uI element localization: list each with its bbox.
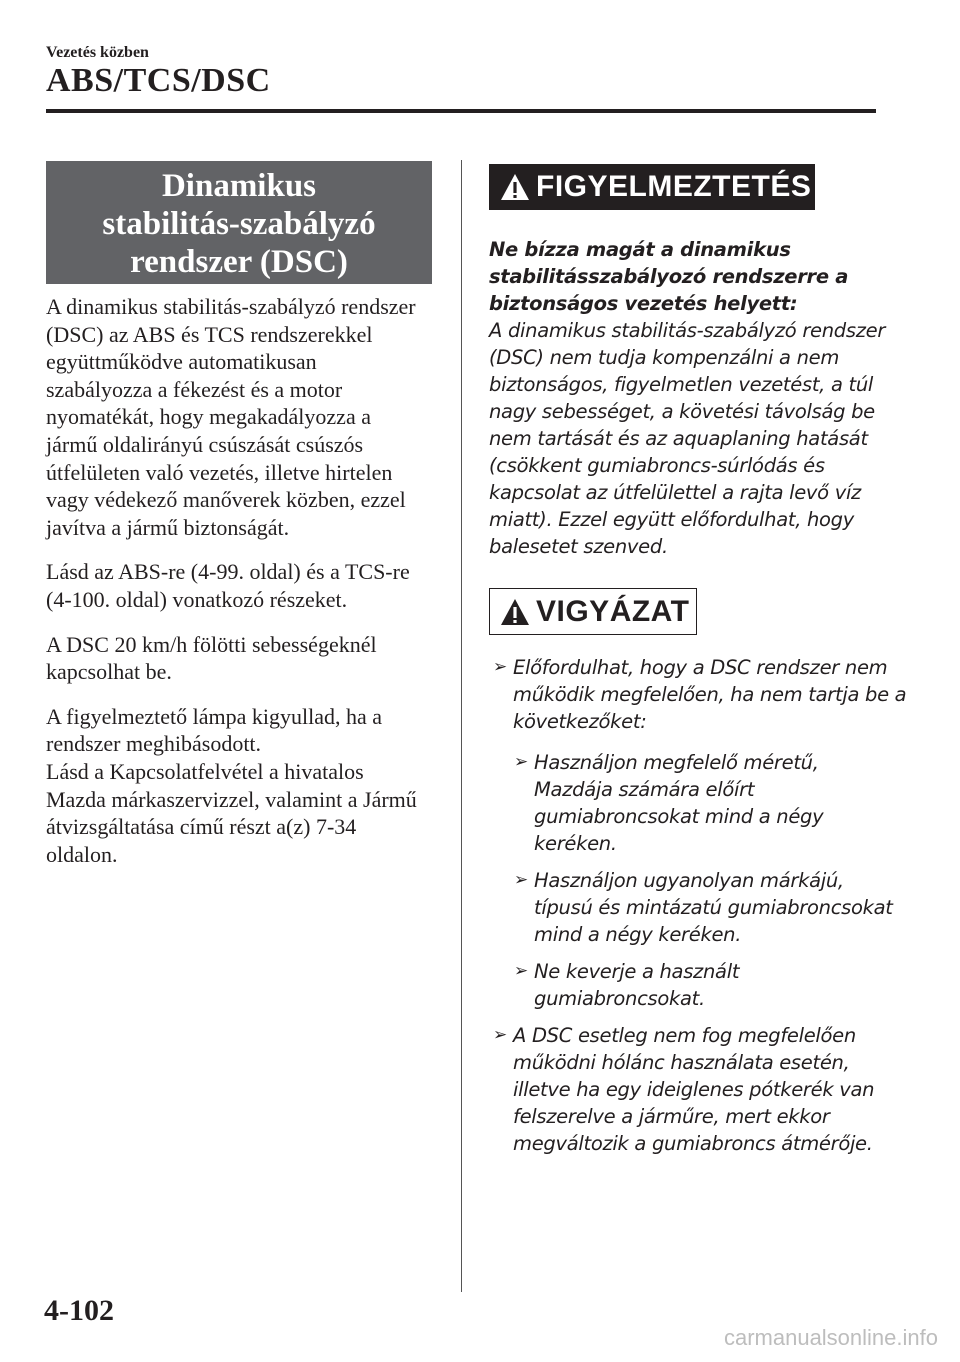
- bullet-line: keréken.: [534, 832, 617, 855]
- bullet-line: működik megfelelően, ha nem tartja be a: [513, 683, 907, 706]
- warning-triangle-icon: [500, 598, 530, 626]
- arrow-bullet-icon: ➢: [514, 870, 528, 890]
- paragraph-warning-lamp: [46, 703, 436, 869]
- bullet-line: A DSC esetleg nem fog megfelelően: [513, 1024, 856, 1047]
- text-line: jármű oldalirányú csúszását csúszós: [46, 431, 364, 457]
- text-line: (4-100. oldal) vonatkozó részeket.: [46, 586, 348, 612]
- bullet-line: következőket:: [513, 710, 647, 733]
- bullet-line: működni hólánc használata esetén,: [513, 1051, 850, 1074]
- bullet-line: gumiabroncsokat.: [534, 987, 705, 1010]
- warning-body-line: kapcsolat az útfelülettel a rajta levő víz: [489, 481, 861, 504]
- bullet-line: illetve ha egy ideiglenes pótkerék van: [513, 1078, 875, 1101]
- bullet-line: Ne keverje a használt: [534, 960, 740, 983]
- caution-label-box: [489, 588, 697, 635]
- warning-body-line: miatt). Ezzel együtt előfordulhat, hogy: [489, 508, 854, 531]
- warning-triangle-icon: [500, 173, 530, 201]
- paragraph-references: [46, 558, 436, 613]
- caution-sub-bullet: [514, 749, 893, 857]
- text-line: javítva a jármű biztonságát.: [46, 514, 290, 540]
- warning-bold-line: Ne bízza magát a dinamikus: [489, 238, 791, 261]
- heading-line: stabilitás-szabályzó: [102, 206, 376, 242]
- text-line: Mazda márkaszervizzel, valamint a Jármű: [46, 786, 417, 812]
- dsc-description: [46, 293, 436, 885]
- bullet-line: Előfordulhat, hogy a DSC rendszer nem: [513, 656, 888, 679]
- warning-body-line: nagy sebességet, a követési távolság be: [489, 400, 875, 423]
- text-line: vagy védekező manőverek közben, ezzel: [46, 487, 406, 513]
- warning-bold-line: biztonságos vezetés helyett:: [489, 292, 798, 315]
- text-line: A figyelmeztető lámpa kigyullad, ha a: [46, 703, 383, 729]
- text-line: nyomatékát, hogy megakadályozza a: [46, 404, 371, 430]
- bullet-line: gumiabroncsokat mind a négy: [534, 805, 824, 828]
- text-line: oldalon.: [46, 841, 118, 867]
- page-title: ABS/TCS/DSC: [46, 62, 271, 99]
- text-line: A DSC 20 km/h fölötti sebességeknél: [46, 631, 377, 657]
- text-line: kapcsolhat be.: [46, 659, 172, 685]
- text-line: rendszer meghibásodott.: [46, 731, 262, 757]
- warning-bold-line: stabilitásszabályozó rendszerre a: [489, 265, 849, 288]
- arrow-bullet-icon: ➢: [514, 752, 528, 772]
- warning-body-line: nem tartását és az aquaplaning hatását: [489, 427, 868, 450]
- bullet-line: Használjon ugyanolyan márkájú,: [534, 869, 844, 892]
- text-line: Lásd az ABS-re (4-99. oldal) és a TCS-re: [46, 559, 410, 585]
- header-divider: [46, 109, 876, 113]
- section-label: Vezetés közben: [46, 44, 149, 61]
- warning-label: FIGYELMEZTETÉS: [536, 170, 812, 203]
- warning-body-line: biztonságos, figyelmetlen vezetést, a túl: [489, 373, 874, 396]
- warning-body-line: A dinamikus stabilitás-szabályzó rendszer: [489, 319, 886, 342]
- watermark: carmanualsonline.info: [723, 1325, 938, 1350]
- arrow-bullet-icon: ➢: [514, 961, 528, 981]
- bullet-line: típusú és mintázatú gumiabroncsokat: [534, 896, 893, 919]
- heading-line: rendszer (DSC): [130, 244, 348, 280]
- text-line: Lásd a Kapcsolatfelvétel a hivatalos: [46, 758, 364, 784]
- caution-sub-bullet: [514, 867, 893, 948]
- warning-body-line: (DSC) nem tudja kompenzálni a nem: [489, 346, 840, 369]
- warning-label-box: [489, 164, 815, 210]
- bullet-line: felszerelve a járműre, mert ekkor: [513, 1105, 830, 1128]
- warning-text: [489, 236, 889, 560]
- warning-body-line: (csökkent gumiabroncs-súrlódás és: [489, 454, 825, 477]
- dsc-section-heading: [46, 161, 432, 284]
- caution-sub-bullet: [514, 958, 893, 1012]
- page-number: 4-102: [44, 1294, 114, 1327]
- text-line: A dinamikus stabilitás-szabályzó rendszer: [46, 294, 416, 319]
- heading-line: Dinamikus: [161, 168, 317, 204]
- paragraph-intro: [46, 293, 436, 541]
- text-line: útfelületen való vezetés, illetve hirtelen: [46, 459, 393, 485]
- caution-bullet: [493, 1022, 893, 1157]
- text-line: szabályozza a fékezést és a motor: [46, 376, 343, 402]
- caution-label: VIGYÁZAT: [536, 594, 690, 628]
- arrow-bullet-icon: ➢: [493, 657, 507, 677]
- text-line: (DSC) az ABS és TCS rendszerekkel: [46, 321, 373, 347]
- text-line: átvizsgáltatása című részt a(z) 7-34: [46, 814, 357, 840]
- caution-list: [493, 654, 907, 1167]
- bullet-line: Használjon megfelelő méretű,: [534, 751, 819, 774]
- bullet-line: mind a négy keréken.: [534, 923, 742, 946]
- caution-bullet: [493, 654, 907, 735]
- bullet-line: Mazdája számára előírt: [534, 778, 755, 801]
- paragraph-speed: [46, 631, 436, 686]
- warning-body-line: balesetet szenved.: [489, 535, 668, 558]
- bullet-line: megváltozik a gumiabroncs átmérője.: [513, 1132, 873, 1155]
- arrow-bullet-icon: ➢: [493, 1025, 507, 1045]
- column-divider: [461, 160, 462, 1292]
- text-line: együttműködve automatikusan: [46, 349, 317, 375]
